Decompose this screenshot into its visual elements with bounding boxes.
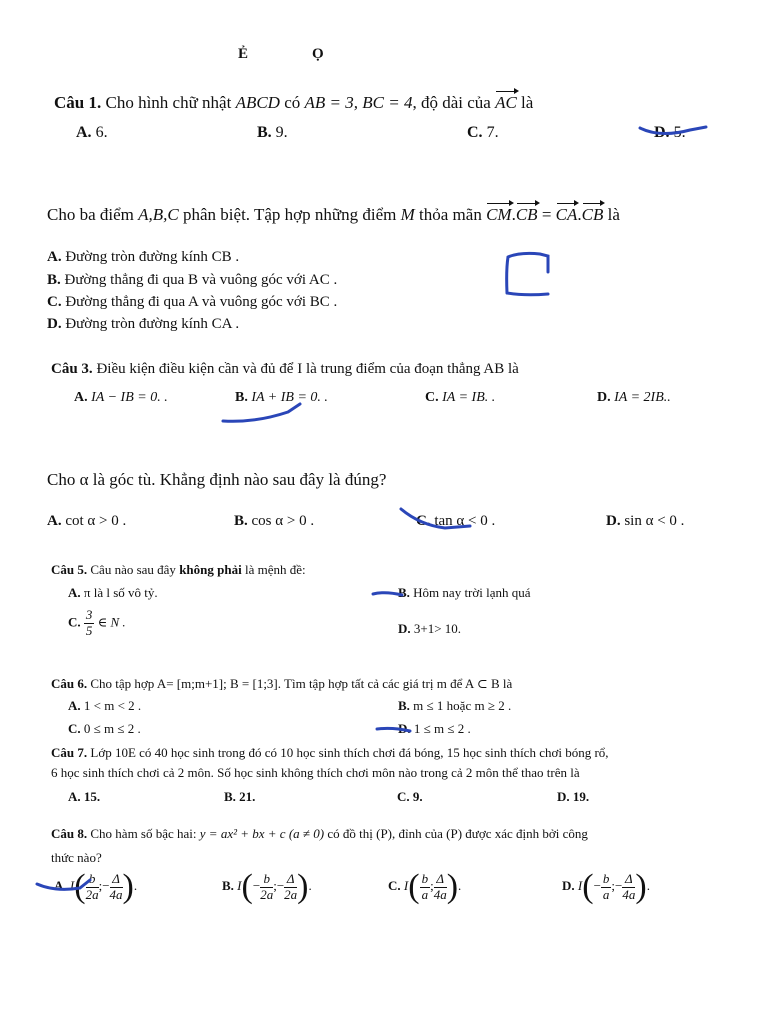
- question-text: phân biệt. Tập hợp những điểm: [178, 205, 401, 224]
- option-letter: B.: [47, 272, 61, 288]
- option-value: Đường tròn đường kính CB .: [61, 249, 240, 265]
- option-letter: A.: [74, 390, 88, 405]
- option-letter: B.: [222, 877, 234, 893]
- option-letter: D.: [562, 877, 575, 893]
- option-value: 9.: [271, 124, 288, 141]
- question-6: [51, 677, 512, 690]
- option-value: 15.: [80, 789, 101, 804]
- question-label: Câu 7.: [51, 745, 88, 760]
- q2-option-a[interactable]: [47, 250, 239, 265]
- option-value: Đường thẳng đi qua A và vuông góc với BC .: [61, 294, 338, 310]
- option-letter: A.: [68, 585, 81, 600]
- q3-option-c[interactable]: [425, 391, 495, 405]
- header-left-char: Ẻ: [238, 46, 249, 62]
- math-point-m: M: [400, 205, 415, 224]
- question-8-line2: thức nào?: [51, 850, 102, 865]
- option-letter: B.: [224, 789, 236, 804]
- question-label: Câu 8.: [51, 826, 88, 841]
- q6-option-b[interactable]: [398, 699, 511, 712]
- question-text: Cho ba điểm: [47, 205, 139, 224]
- q7-option-d[interactable]: [557, 790, 589, 803]
- question-label: Câu 6.: [51, 676, 88, 691]
- option-letter: A.: [68, 698, 81, 713]
- q7-option-b[interactable]: [224, 790, 255, 803]
- fraction: $\frac{b}{a}$: [421, 870, 429, 902]
- vector-cm: CM: [486, 205, 512, 224]
- question-text: Câu nào sau đây: [87, 562, 180, 577]
- q4-option-b[interactable]: [234, 514, 314, 529]
- fraction: $\frac{\Delta}{4a}$: [433, 870, 447, 902]
- option-value: IA + IB = 0. .: [247, 390, 328, 405]
- question-text: Điều kiện điều kiện cần và đủ để I là trung điểm của đoạn thẳng AB là: [92, 361, 519, 377]
- header-right-char: Ọ: [312, 46, 324, 62]
- q8-option-b[interactable]: B. I(− $\frac{b}{2a}$ ;− $\frac{\Delta}{2a}$ ).: [222, 868, 312, 905]
- option-value: ∈ N .: [94, 614, 126, 630]
- option-letter: A.: [47, 513, 62, 529]
- option-value: cot α > 0 .: [61, 513, 127, 529]
- question-label: Câu 1.: [54, 93, 102, 112]
- q8-option-c[interactable]: C. I( $\frac{b}{a}$ ; $\frac{\Delta}{4a}$ ).: [388, 868, 462, 905]
- option-letter: C.: [47, 294, 62, 310]
- q3-option-b[interactable]: [235, 391, 328, 405]
- option-letter: B.: [235, 390, 248, 405]
- question-text: là: [603, 205, 620, 224]
- option-value: IA − IB = 0. .: [87, 390, 168, 405]
- question-8: [51, 827, 588, 840]
- question-label: Câu 5.: [51, 562, 88, 577]
- option-value: π là l số vô tỷ.: [80, 585, 158, 600]
- q1-option-c[interactable]: [467, 125, 499, 141]
- option-value: IA = 2IB..: [610, 390, 671, 405]
- q5-option-c[interactable]: [68, 608, 126, 639]
- fraction: $\frac{b}{2a}$: [85, 870, 99, 902]
- option-letter: D.: [654, 124, 670, 141]
- q2-option-d[interactable]: [47, 317, 239, 332]
- option-value: tan α < 0 .: [430, 513, 496, 529]
- question-label: Câu 3.: [51, 361, 93, 377]
- option-letter: C.: [416, 513, 431, 529]
- option-letter: C.: [68, 721, 81, 736]
- option-letter: D.: [597, 390, 611, 405]
- option-letter: A.: [68, 789, 81, 804]
- option-letter: B.: [257, 124, 272, 141]
- question-text: có: [279, 93, 305, 112]
- q5-option-a[interactable]: [68, 586, 158, 599]
- fraction: $\frac{\Delta}{2a}$: [284, 870, 298, 902]
- fraction: $\frac{b}{2a}$: [260, 870, 274, 902]
- question-5: [51, 563, 306, 576]
- q1-option-b[interactable]: [257, 125, 288, 141]
- q5-option-b[interactable]: [398, 586, 531, 599]
- option-letter: C.: [68, 614, 81, 630]
- question-text: có đồ thị (P), đỉnh của (P) được xác định bởi công: [324, 826, 588, 841]
- option-value: 19.: [569, 789, 590, 804]
- option-value: 6.: [91, 124, 108, 141]
- question-3: [51, 362, 519, 377]
- q6-option-d[interactable]: [398, 722, 471, 735]
- option-value: 5.: [669, 124, 686, 141]
- question-text: Cho tập hợp A= [m;m+1]; B = [1;3]. Tìm tập hợp tất cả các giá trị m để A ⊂ B là: [87, 676, 513, 691]
- option-letter: D.: [398, 721, 411, 736]
- option-value: IA = IB. .: [438, 390, 496, 405]
- option-letter: D.: [557, 789, 570, 804]
- question-1: [54, 94, 533, 111]
- vector-ca: CA: [555, 205, 578, 224]
- option-letter: A.: [47, 249, 62, 265]
- option-letter: C.: [467, 124, 483, 141]
- option-letter: D.: [47, 316, 62, 332]
- q8-option-d[interactable]: D. I(− $\frac{b}{a}$ ;− $\frac{\Delta}{4a}$ ).: [562, 868, 650, 905]
- option-letter: D.: [398, 621, 411, 636]
- q1-option-d[interactable]: [654, 125, 686, 141]
- option-value: 3+1> 10.: [410, 621, 462, 636]
- question-text: là mệnh đề:: [241, 562, 306, 577]
- option-value: 9.: [409, 789, 423, 804]
- question-emphasis: không phải: [179, 562, 242, 577]
- question-text: Cho hình chữ nhật: [101, 93, 236, 112]
- q4-option-c[interactable]: [416, 514, 495, 529]
- q2-option-c[interactable]: [47, 295, 337, 310]
- fraction: $\frac{3}{5}$: [85, 607, 93, 638]
- fraction: $\frac{\Delta}{4a}$: [622, 870, 636, 902]
- math-rect: ABCD: [235, 93, 280, 112]
- q7-option-c[interactable]: [397, 790, 423, 803]
- option-letter: C.: [388, 877, 401, 893]
- option-value: 21.: [235, 789, 256, 804]
- option-value: Đường thẳng đi qua B và vuông góc với AC .: [60, 272, 338, 288]
- question-7: [51, 746, 609, 759]
- option-value: 0 ≤ m ≤ 2 .: [80, 721, 141, 736]
- q4-option-a[interactable]: [47, 514, 126, 529]
- q5-option-d[interactable]: [398, 622, 461, 635]
- option-value: cos α > 0 .: [247, 513, 315, 529]
- q8-option-a[interactable]: A. I( $\frac{b}{2a}$ ;− $\frac{\Delta}{4a}$ ).: [54, 868, 138, 905]
- vector-ac: AC: [495, 93, 517, 112]
- q6-option-c[interactable]: [68, 722, 141, 735]
- ink-underline-q3-b: [223, 404, 300, 421]
- option-letter: B.: [398, 585, 410, 600]
- question-text: là: [516, 93, 534, 112]
- option-letter: A.: [54, 877, 67, 893]
- option-value: m ≤ 1 hoặc m ≥ 2 .: [409, 698, 512, 713]
- q7-option-a[interactable]: [68, 790, 100, 803]
- option-value: 7.: [482, 124, 499, 141]
- vector-cb: CB: [581, 205, 604, 224]
- option-value: sin α < 0 .: [620, 513, 685, 529]
- q2-option-b[interactable]: [47, 273, 337, 288]
- question-2: Cho ba điểm A,B,C phân biệt. Tập hợp những điểm M thỏa mãn CM.CB = CA.CB là: [47, 205, 620, 224]
- option-letter: D.: [606, 513, 621, 529]
- ink-box-mark: [507, 253, 548, 294]
- q4-option-d[interactable]: [606, 514, 684, 529]
- option-letter: C.: [425, 390, 439, 405]
- question-4: Cho α là góc tù. Khẳng định nào sau đây là đúng?: [47, 470, 387, 489]
- q3-option-d[interactable]: [597, 391, 671, 405]
- vector-cb: CB: [515, 205, 538, 224]
- option-value: 1 < m < 2 .: [80, 698, 142, 713]
- math-formula: y = ax² + bx + c (a ≠ 0): [199, 826, 325, 841]
- option-value: Hôm nay trời lạnh quá: [409, 585, 531, 600]
- question-7-line2: 6 học sinh thích chơi cả 2 môn. Số học sinh không thích chơi môn nào trong cả 2 môn thể thao trên là: [51, 765, 580, 780]
- math-points: A,B,C: [138, 205, 179, 224]
- question-text: Cho hàm số bậc hai:: [87, 826, 200, 841]
- q6-option-a[interactable]: [68, 699, 141, 712]
- math-lengths: AB = 3, BC = 4: [304, 93, 413, 112]
- fraction: $\frac{\Delta}{4a}$: [109, 870, 123, 902]
- fraction: $\frac{b}{a}$: [602, 870, 610, 902]
- q3-option-a[interactable]: [74, 391, 168, 405]
- option-letter: A.: [76, 124, 92, 141]
- question-text: thỏa mãn: [414, 205, 487, 224]
- option-letter: C.: [397, 789, 410, 804]
- question-text: , độ dài của: [412, 93, 496, 112]
- option-value: Đường tròn đường kính CA .: [61, 316, 240, 332]
- option-letter: B.: [398, 698, 410, 713]
- question-text: Lớp 10E có 40 học sinh trong đó có 10 học sinh thích chơi đá bóng, 15 học sinh thích chơi bóng rổ,: [87, 745, 609, 760]
- option-letter: B.: [234, 513, 248, 529]
- option-value: 1 ≤ m ≤ 2 .: [410, 721, 471, 736]
- q1-option-a[interactable]: [76, 125, 108, 141]
